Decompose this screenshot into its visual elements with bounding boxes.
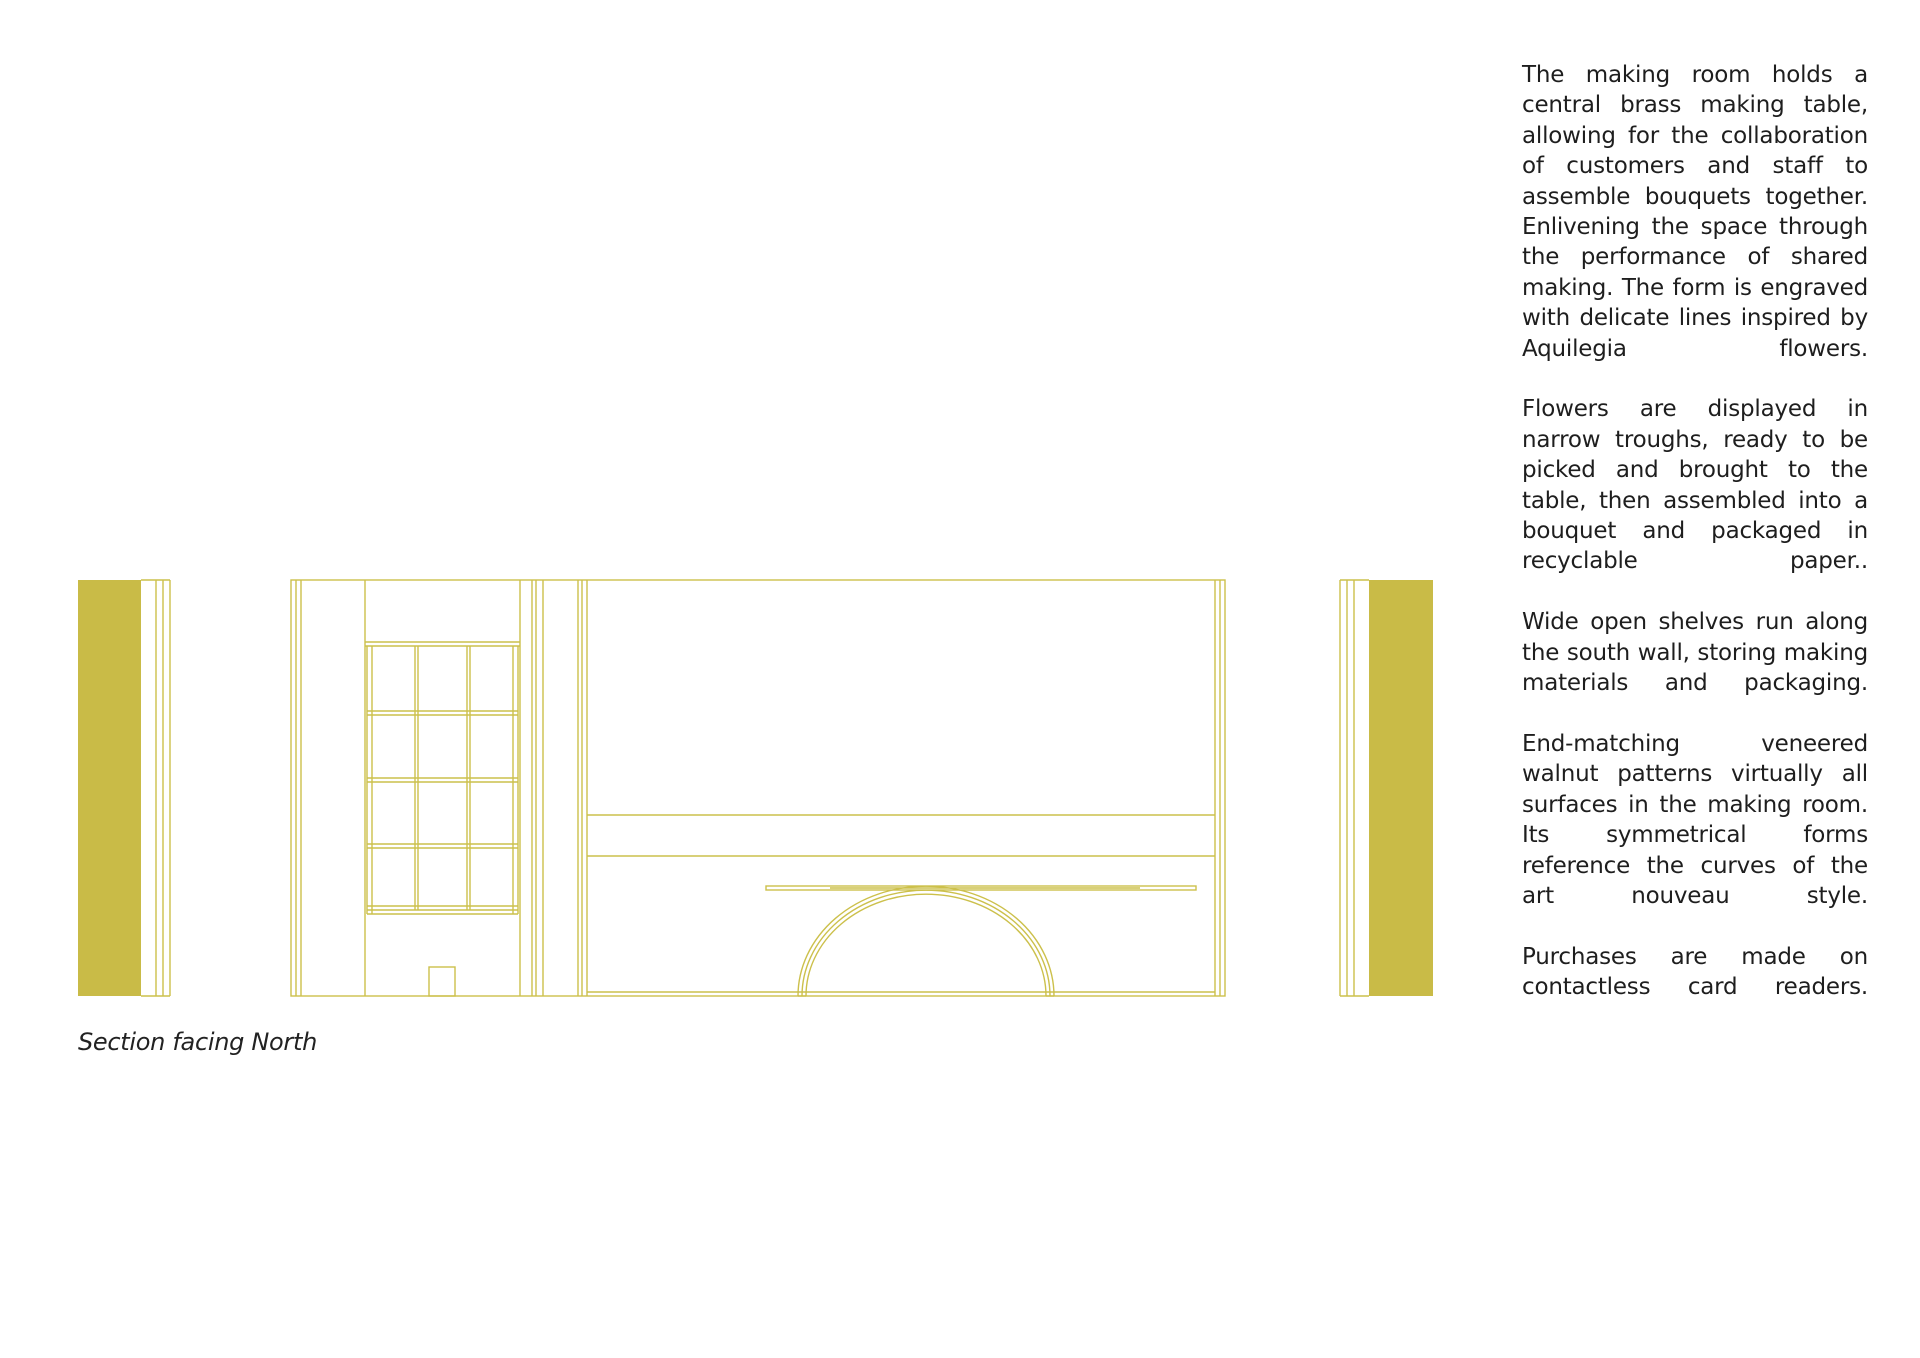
description-paragraph: Flowers are displayed in narrow troughs, ready to be picked and brought to the table, then assembled into a bouquet and packaged in recyclable paper.. bbox=[1522, 396, 1868, 575]
description-paragraph: End-matching veneered walnut patterns virtually all surfaces in the making room. Its symmetrical forms reference the curves of the art nouveau style. bbox=[1522, 730, 1868, 909]
drawing-caption: Section facing North bbox=[78, 1028, 318, 1056]
left-wall-fill bbox=[78, 580, 141, 996]
right-wall-fill bbox=[1369, 580, 1433, 996]
wall-socket bbox=[429, 967, 455, 996]
table-arch bbox=[802, 890, 1050, 996]
table-arch bbox=[798, 886, 1054, 996]
description-paragraph: Wide open shelves run along the south wall, storing making materials and packaging. bbox=[1522, 609, 1868, 697]
description-paragraph: The making room holds a central brass making table, allowing for the collaboration of customers and staff to assemble bouquets together. Enlivening the space through the performance of shared making. The form is engraved with delicate lines inspired by Aquilegia flowers. bbox=[1522, 62, 1868, 362]
description-column bbox=[1522, 60, 1868, 1033]
table-arch bbox=[806, 894, 1046, 996]
description-paragraph: Purchases are made on contactless card readers. bbox=[1522, 943, 1868, 1001]
